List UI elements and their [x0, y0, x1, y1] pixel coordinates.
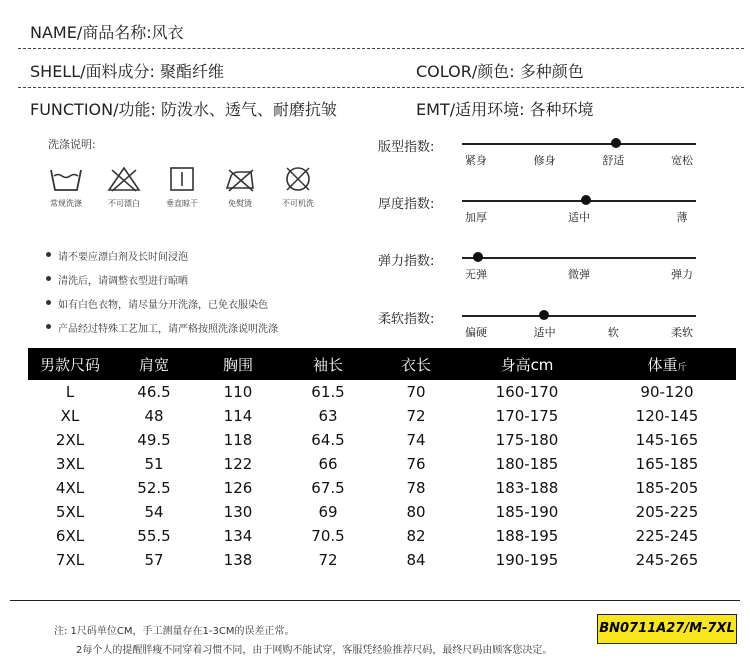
- size-cell: 225-245: [635, 527, 699, 545]
- size-cell: 114: [223, 407, 253, 425]
- size-cell: 67.5: [311, 479, 345, 497]
- scale-softness: [378, 308, 718, 348]
- spec-emt: EMT/适用环境: 各种环境: [416, 100, 594, 119]
- product-code-tag: BN0711A27/M-7XL: [597, 614, 737, 644]
- size-cell: 51: [144, 455, 164, 473]
- scale-fit: [378, 136, 718, 176]
- scale-name: 弹力指数:: [378, 254, 435, 269]
- scale-tick-label: 薄: [676, 211, 688, 224]
- size-cell: XL: [60, 407, 80, 425]
- scale-tick-label: 偏硬: [465, 326, 487, 339]
- size-cell: 3XL: [55, 455, 85, 473]
- header-weight-unit: 斤: [677, 362, 687, 373]
- size-cell: 4XL: [55, 479, 85, 497]
- size-cell: 84: [406, 551, 426, 569]
- wash-icon-label: 常规洗涤: [50, 199, 82, 208]
- scale-thickness: [378, 193, 718, 233]
- size-cell: 54: [144, 503, 164, 521]
- size-row: [28, 548, 736, 572]
- scale-tick-label: 软: [607, 326, 619, 339]
- size-row: [28, 404, 736, 428]
- hand-wash-icon: [38, 166, 94, 209]
- table-bottom-rule: [10, 600, 740, 601]
- scale-track: [462, 257, 696, 259]
- size-cell: 245-265: [635, 551, 699, 569]
- size-cell: 190-195: [495, 551, 559, 569]
- size-row: [28, 380, 736, 404]
- size-cell: 126: [223, 479, 253, 497]
- divider: [18, 87, 744, 88]
- size-cell: 180-185: [495, 455, 559, 473]
- scale-indicator-dot: [581, 195, 591, 205]
- size-cell: 76: [406, 455, 426, 473]
- no-machine-wash-icon: [270, 166, 326, 209]
- header-weight: [598, 348, 736, 380]
- size-cell: 69: [318, 503, 338, 521]
- scale-tick-label: 加厚: [465, 211, 487, 224]
- size-cell: L: [65, 383, 75, 401]
- size-cell: 48: [144, 407, 164, 425]
- size-cell: 74: [406, 431, 426, 449]
- size-cell: 90-120: [640, 383, 694, 401]
- header-weight-label: 体重: [647, 355, 678, 374]
- wash-note: 产品经过特殊工艺加工，请严格按照洗涤说明洗涤: [46, 320, 278, 344]
- size-cell: 46.5: [137, 383, 171, 401]
- size-row: [28, 452, 736, 476]
- size-cell: 72: [406, 407, 426, 425]
- size-cell: 49.5: [137, 431, 171, 449]
- size-cell: 130: [223, 503, 253, 521]
- header-shoulder: 肩宽: [112, 348, 196, 380]
- scale-track: [462, 143, 696, 145]
- size-row: [28, 476, 736, 500]
- size-cell: 57: [144, 551, 164, 569]
- spec-color: COLOR/颜色: 多种颜色: [416, 62, 584, 81]
- size-cell: 120-145: [635, 407, 699, 425]
- size-table-header: [28, 348, 736, 380]
- no-bleach-icon: [96, 166, 152, 209]
- size-cell: 6XL: [55, 527, 85, 545]
- size-cell: 5XL: [55, 503, 85, 521]
- scale-name: 厚度指数:: [378, 197, 435, 212]
- scale-tick-label: 微弹: [568, 268, 590, 281]
- scale-tick-label: 适中: [568, 211, 590, 224]
- size-cell: 72: [318, 551, 338, 569]
- header-height: 身高cm: [456, 348, 598, 380]
- size-row: [28, 524, 736, 548]
- wash-notes: [46, 248, 278, 344]
- no-iron-icon: [212, 166, 268, 209]
- scale-indicator-dot: [611, 138, 621, 148]
- size-cell: 165-185: [635, 455, 699, 473]
- scale-tick-label: 无弹: [465, 268, 487, 281]
- size-cell: 160-170: [495, 383, 559, 401]
- size-cell: 63: [318, 407, 338, 425]
- size-cell: 70: [406, 383, 426, 401]
- scale-tick-label: 弹力: [671, 268, 693, 281]
- wash-note: 请不要应漂白剂及长时间浸泡: [46, 248, 278, 272]
- wash-note: 清洗后，请调整衣型进行晾晒: [46, 272, 278, 296]
- size-cell: 61.5: [311, 383, 345, 401]
- size-cell: 183-188: [495, 479, 559, 497]
- footnote-1: 注: 1尺码单位CM，手工测量存在1-3CM的误差正常。: [54, 626, 295, 637]
- divider: [18, 48, 744, 49]
- scale-indicator-dot: [473, 252, 483, 262]
- size-cell: 205-225: [635, 503, 699, 521]
- size-cell: 122: [223, 455, 253, 473]
- size-cell: 145-165: [635, 431, 699, 449]
- size-table: [28, 348, 736, 572]
- size-cell: 138: [223, 551, 253, 569]
- size-cell: 134: [223, 527, 253, 545]
- header-chest: 胸围: [196, 348, 280, 380]
- size-row: [28, 500, 736, 524]
- wash-title: 洗涤说明:: [48, 138, 96, 151]
- size-cell: 2XL: [55, 431, 85, 449]
- size-cell: 185-205: [635, 479, 699, 497]
- size-cell: 80: [406, 503, 426, 521]
- size-table-body: [28, 380, 736, 572]
- wash-icons: [42, 166, 342, 226]
- size-cell: 188-195: [495, 527, 559, 545]
- scale-name: 柔软指数:: [378, 312, 435, 327]
- size-cell: 55.5: [137, 527, 171, 545]
- size-cell: 82: [406, 527, 426, 545]
- scale-tick-label: 修身: [533, 154, 556, 167]
- scale-name: 版型指数:: [378, 140, 435, 155]
- size-cell: 110: [223, 383, 253, 401]
- scale-track: [462, 200, 696, 202]
- size-cell: 52.5: [137, 479, 171, 497]
- header-sleeve: 袖长: [280, 348, 376, 380]
- scale-tick-label: 适中: [533, 326, 556, 339]
- header-size: 男款尺码: [28, 348, 112, 380]
- size-cell: 70.5: [311, 527, 345, 545]
- scale-elasticity: [378, 250, 718, 290]
- hang-dry-icon: [154, 166, 210, 209]
- wash-icon-label: 不可漂白: [108, 199, 140, 208]
- size-cell: 66: [318, 455, 338, 473]
- scale-tick-label: 柔软: [671, 326, 693, 339]
- size-cell: 78: [406, 479, 426, 497]
- wash-icon-label: 不可机洗: [282, 199, 314, 208]
- size-row: [28, 428, 736, 452]
- spec-shell: SHELL/面料成分: 聚酯纤维: [30, 62, 224, 81]
- size-cell: 185-190: [495, 503, 559, 521]
- spec-function: FUNCTION/功能: 防泼水、透气、耐磨抗皱: [30, 100, 337, 119]
- header-length: 衣长: [376, 348, 456, 380]
- wash-note: 如有白色衣物，请尽量分开洗涤，已免衣服染色: [46, 296, 278, 320]
- scale-indicator-dot: [539, 310, 549, 320]
- wash-icon-label: 免熨烫: [228, 199, 252, 208]
- size-cell: 170-175: [495, 407, 559, 425]
- size-cell: 7XL: [55, 551, 85, 569]
- size-cell: 64.5: [311, 431, 345, 449]
- scale-tick-label: 舒适: [602, 154, 625, 167]
- scale-tick-label: 紧身: [465, 154, 487, 167]
- spec-name: NAME/商品名称:风衣: [30, 23, 184, 42]
- wash-icon-label: 垂直晾干: [166, 199, 198, 208]
- footnote-2: 2每个人的提醒胖瘦不同穿着习惯不同，由于网购不能试穿，客服凭经验推荐尺码，最终尺码由顾客您决定。: [76, 645, 553, 656]
- size-cell: 175-180: [495, 431, 559, 449]
- scale-track: [462, 315, 696, 317]
- scale-tick-label: 宽松: [671, 154, 693, 167]
- size-cell: 118: [223, 431, 253, 449]
